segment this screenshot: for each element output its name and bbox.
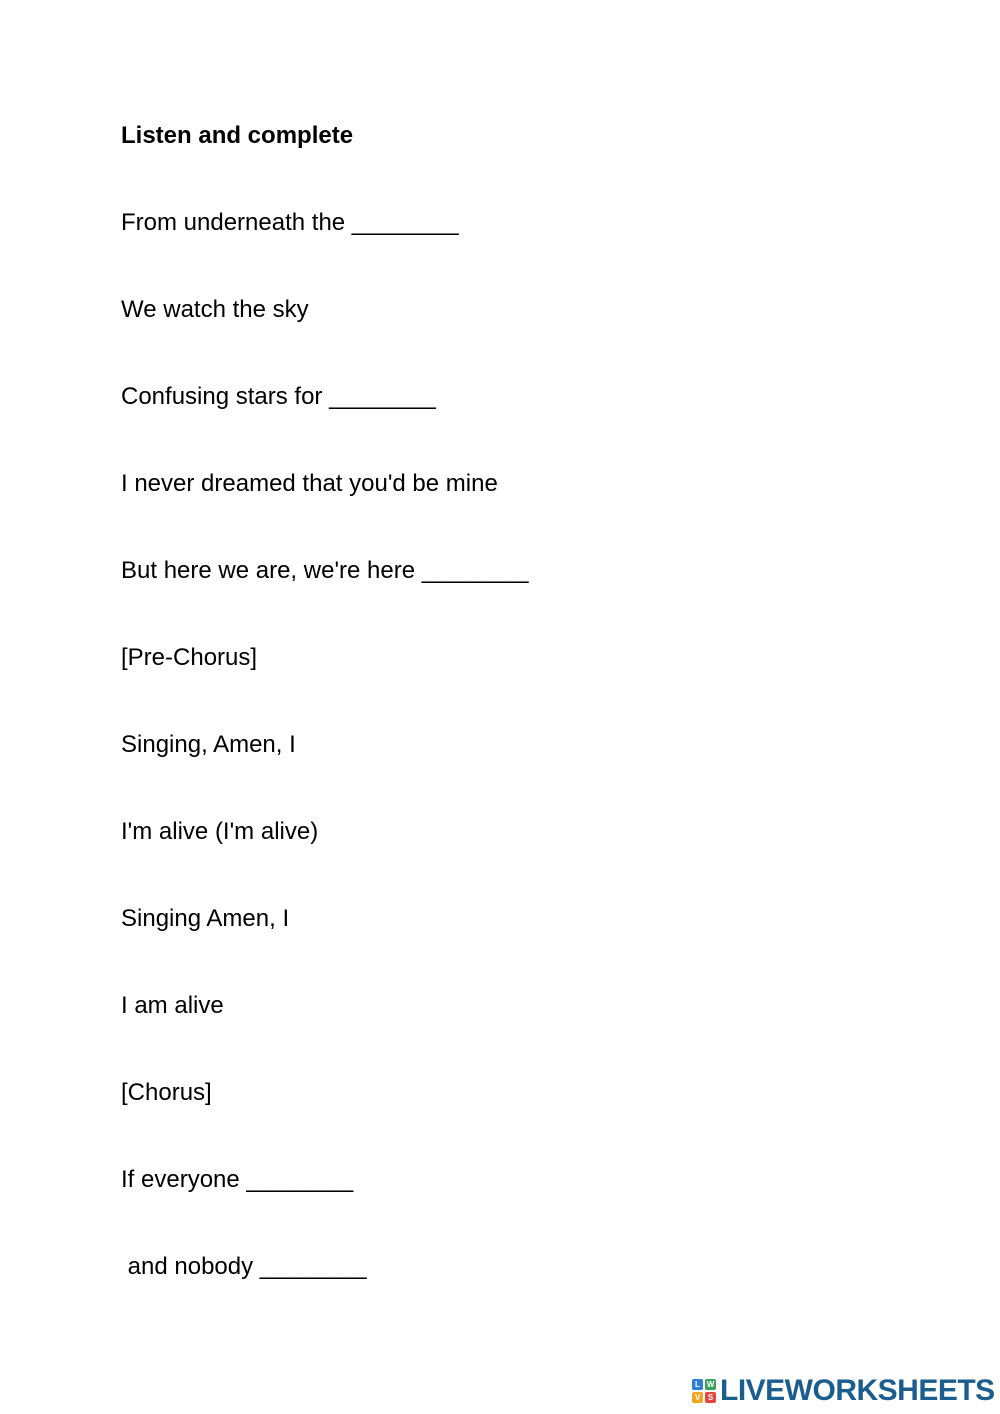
logo-tile: V	[692, 1392, 703, 1403]
lyric-line-7: I'm alive (I'm alive)	[121, 818, 319, 845]
lyric-line-5: But here we are, we're here ________	[121, 557, 529, 584]
lyric-line-1: From underneath the ________	[121, 209, 459, 236]
lyric-line-10: If everyone ________	[121, 1166, 354, 1193]
liveworksheets-logo	[692, 1371, 995, 1411]
lyric-line-2: We watch the sky	[121, 296, 309, 323]
lyric-line-6: Singing, Amen, I	[121, 731, 296, 758]
lyric-line-8: Singing Amen, I	[121, 905, 290, 932]
logo-tile: S	[705, 1392, 716, 1403]
section-label-pre-chorus: [Pre-Chorus]	[121, 644, 258, 671]
lyric-line-11: and nobody ________	[121, 1253, 367, 1280]
logo-tile: L	[692, 1379, 703, 1390]
lyric-line-4: I never dreamed that you'd be mine	[121, 470, 498, 497]
worksheet-heading: Listen and complete	[121, 122, 354, 149]
liveworksheets-wordmark: LIVEWORKSHEETS	[720, 1374, 995, 1407]
lyric-line-3: Confusing stars for ________	[121, 383, 436, 410]
liveworksheets-tiles-icon	[692, 1379, 716, 1403]
section-label-chorus: [Chorus]	[121, 1079, 212, 1106]
lyric-line-9: I am alive	[121, 992, 224, 1019]
logo-tile: W	[706, 1380, 715, 1389]
